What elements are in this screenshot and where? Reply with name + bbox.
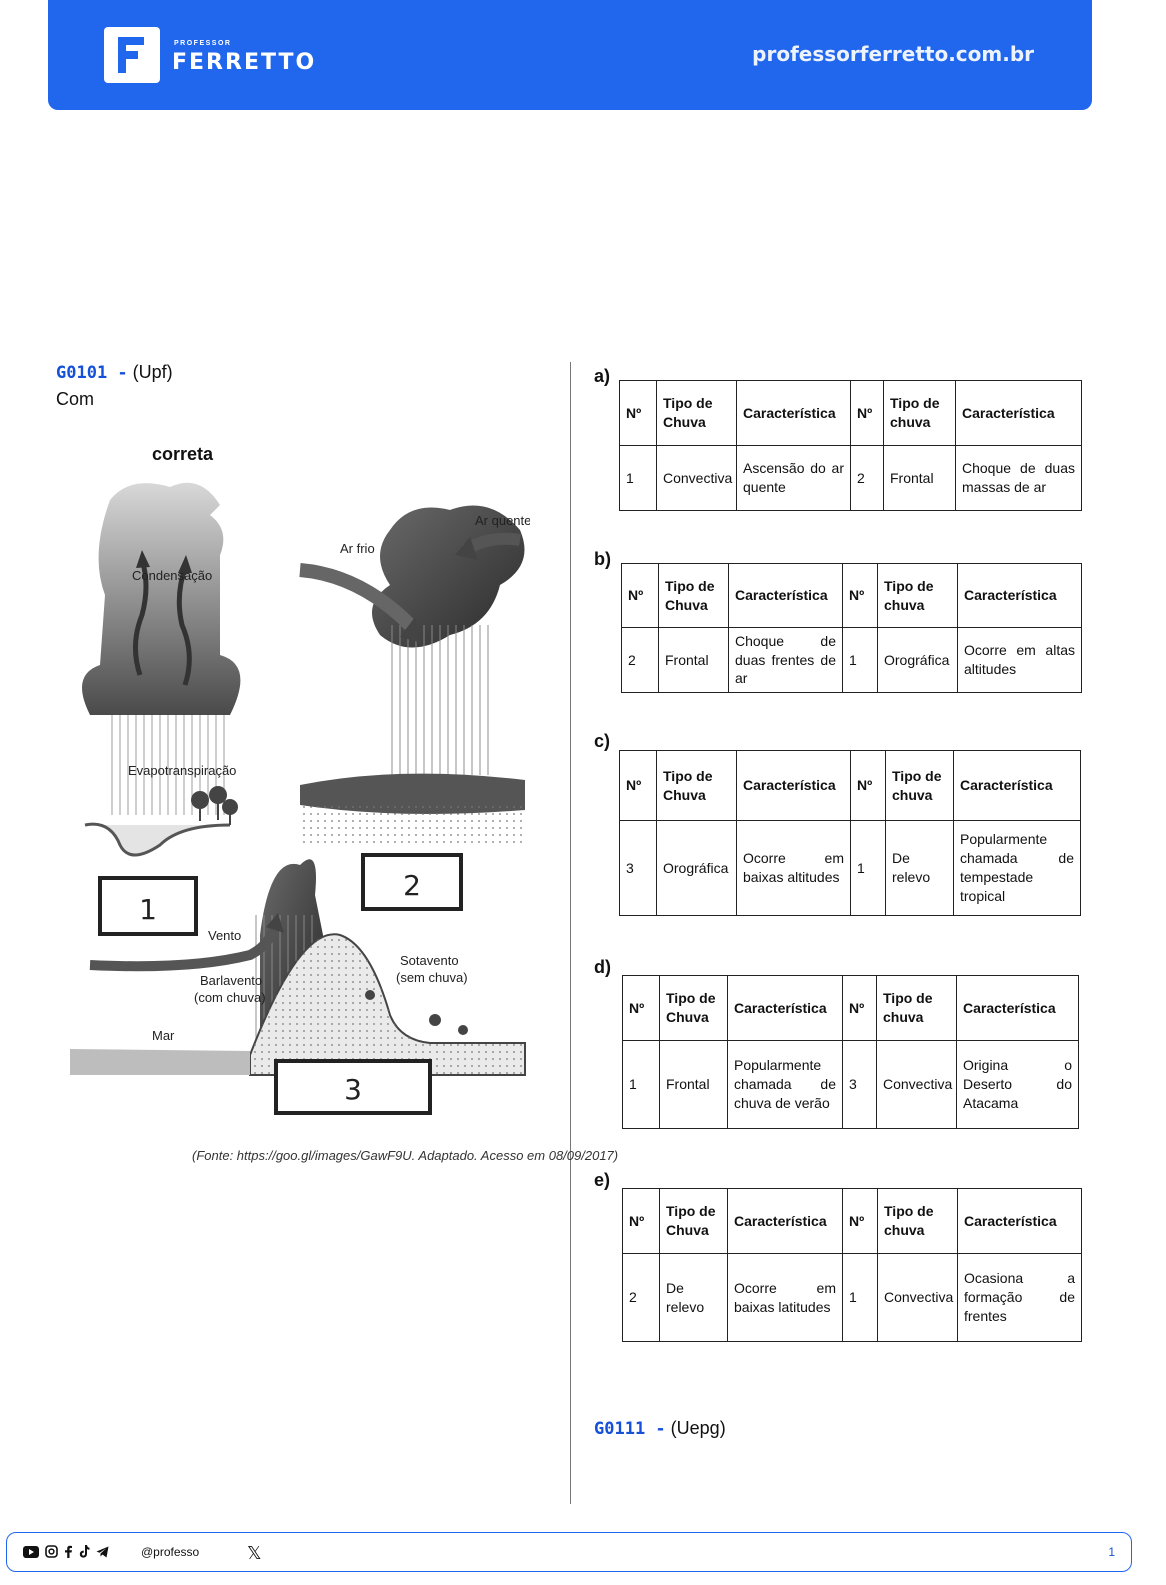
question-source: (Upf) xyxy=(132,362,173,382)
table-cell: 2 xyxy=(622,628,659,693)
table-cell: Origina o Deserto do Atacama xyxy=(957,1041,1079,1129)
convective-panel xyxy=(82,483,240,934)
table-cell: 3 xyxy=(620,821,657,916)
header-tipo: Tipo de chuva xyxy=(877,976,957,1041)
header-num: Nº xyxy=(851,381,884,446)
header-tipo: Tipo de chuva xyxy=(878,1189,958,1254)
table-cell: 1 xyxy=(623,1041,660,1129)
question-intro: Com xyxy=(56,389,95,409)
table-cell: Convectiva xyxy=(657,446,737,511)
header-num: Nº xyxy=(623,1189,660,1254)
header-tipo: Tipo de chuva xyxy=(884,381,956,446)
header-tipo: Tipo de Chuva xyxy=(657,751,737,821)
question-heading xyxy=(56,362,173,383)
rain-diagram xyxy=(70,475,530,1180)
table-cell: Popularmente chamada de tempestade tropical xyxy=(954,821,1081,916)
header-caracteristica: Característica xyxy=(958,564,1082,628)
table-cell: Orográfica xyxy=(878,628,958,693)
header-caracteristica: Característica xyxy=(729,564,843,628)
table-cell: De relevo xyxy=(660,1254,728,1342)
table-cell: Ascensão do ar quente xyxy=(737,446,851,511)
header-caracteristica: Característica xyxy=(728,976,843,1041)
table-cell: Convectiva xyxy=(878,1254,958,1342)
ferretto-logo-icon[interactable] xyxy=(104,27,160,83)
header-tipo: Tipo de Chuva xyxy=(660,976,728,1041)
label-sem-chuva: (sem chuva) xyxy=(396,970,468,985)
header-num: Nº xyxy=(843,1189,878,1254)
table-cell: Orográfica xyxy=(657,821,737,916)
header-caracteristica: Característica xyxy=(737,751,851,821)
header-tipo: Tipo de Chuva xyxy=(657,381,737,446)
header-num: Nº xyxy=(843,976,877,1041)
table-cell: Convectiva xyxy=(877,1041,957,1129)
logo-subtitle: PROFESSOR xyxy=(174,40,232,47)
header-caracteristica: Característica xyxy=(956,381,1082,446)
table-cell: 1 xyxy=(851,821,886,916)
label-sotavento: Sotavento xyxy=(400,953,459,968)
header-caracteristica: Característica xyxy=(954,751,1081,821)
x-icon[interactable]: 𝕏 xyxy=(247,1543,262,1564)
header-num: Nº xyxy=(623,976,660,1041)
social-links xyxy=(23,1545,109,1561)
option-d-table xyxy=(622,975,1079,1129)
table-cell: Choque de duas massas de ar xyxy=(956,446,1082,511)
option-d-letter[interactable]: d) xyxy=(594,957,611,977)
telegram-icon[interactable] xyxy=(96,1546,109,1561)
header-num: Nº xyxy=(851,751,886,821)
page-header xyxy=(48,0,1092,110)
question-keyword: correta xyxy=(152,444,214,464)
next-question-heading xyxy=(594,1418,726,1439)
label-mar: Mar xyxy=(152,1028,175,1043)
label-condensacao: Condensação xyxy=(132,568,213,583)
page-footer xyxy=(6,1532,1132,1572)
logo-title: FERRETTO xyxy=(172,50,317,75)
option-e-letter[interactable]: e) xyxy=(594,1170,611,1190)
social-handle[interactable]: @professo xyxy=(141,1545,200,1559)
header-caracteristica: Característica xyxy=(728,1189,843,1254)
label-com-chuva: (com chuva) xyxy=(194,990,266,1005)
table-cell: 2 xyxy=(623,1254,660,1342)
table-cell: 1 xyxy=(620,446,657,511)
label-ar-frio: Ar frio xyxy=(340,541,375,556)
question-code: G0111 - xyxy=(594,1419,666,1439)
table-cell: Frontal xyxy=(660,1041,728,1129)
table-cell: Popularmente chamada de chuva de verão xyxy=(728,1041,843,1129)
option-b-table xyxy=(621,563,1082,693)
question-source: (Uepg) xyxy=(670,1418,726,1438)
table-cell: De relevo xyxy=(886,821,954,916)
table-cell: Ocorre em baixas altitudes xyxy=(737,821,851,916)
header-caracteristica: Característica xyxy=(958,1189,1082,1254)
table-cell: Ocorre em altas altitudes xyxy=(958,628,1082,693)
label-barlavento: Barlavento xyxy=(200,973,263,988)
tiktok-icon[interactable] xyxy=(79,1545,90,1561)
header-caracteristica: Característica xyxy=(957,976,1079,1041)
header-num: Nº xyxy=(620,381,657,446)
header-num: Nº xyxy=(620,751,657,821)
option-b-letter[interactable]: b) xyxy=(594,549,611,569)
header-caracteristica: Característica xyxy=(737,381,851,446)
table-cell: 3 xyxy=(843,1041,877,1129)
header-tipo: Tipo de chuva xyxy=(878,564,958,628)
header-tipo: Tipo de Chuva xyxy=(660,1189,728,1254)
option-a-table xyxy=(619,380,1082,511)
option-c-letter[interactable]: c) xyxy=(594,731,611,751)
header-tipo: Tipo de chuva xyxy=(886,751,954,821)
label-ar-quente: Ar quente xyxy=(475,513,530,528)
site-url-link[interactable]: professorferretto.com.br xyxy=(752,42,1034,66)
option-e-table xyxy=(622,1188,1082,1342)
table-cell: Frontal xyxy=(884,446,956,511)
instagram-icon[interactable] xyxy=(45,1545,58,1561)
box-label-1: 1 xyxy=(139,893,157,926)
question-code: G0101 - xyxy=(56,363,128,383)
rain-types-figure xyxy=(70,475,530,1180)
table-cell: Ocorre em baixas latitudes xyxy=(728,1254,843,1342)
column-divider xyxy=(570,362,571,1504)
frontal-panel xyxy=(300,506,530,910)
table-cell: 1 xyxy=(843,628,878,693)
box-label-2: 2 xyxy=(403,869,421,902)
label-vento: Vento xyxy=(208,928,242,943)
table-cell: Ocasiona a formação de frentes xyxy=(958,1254,1082,1342)
table-cell: Frontal xyxy=(659,628,729,693)
youtube-icon[interactable] xyxy=(23,1546,39,1561)
header-num: Nº xyxy=(843,564,878,628)
figure-caption: (Fonte: https://goo.gl/images/GawF9U. Adaptado. Acesso em 08/09/2017) xyxy=(192,1148,619,1163)
label-evapotranspiracao: Evapotranspiração xyxy=(128,763,237,778)
header-num: Nº xyxy=(622,564,659,628)
table-cell: Choque de duas frentes de ar xyxy=(729,628,843,693)
page-number: 1 xyxy=(1108,1545,1115,1559)
box-label-3: 3 xyxy=(344,1073,362,1106)
option-a-letter[interactable]: a) xyxy=(594,366,611,386)
facebook-icon[interactable] xyxy=(64,1545,73,1561)
table-cell: 2 xyxy=(851,446,884,511)
table-cell: 1 xyxy=(843,1254,878,1342)
option-c-table xyxy=(619,750,1081,916)
header-tipo: Tipo de Chuva xyxy=(659,564,729,628)
